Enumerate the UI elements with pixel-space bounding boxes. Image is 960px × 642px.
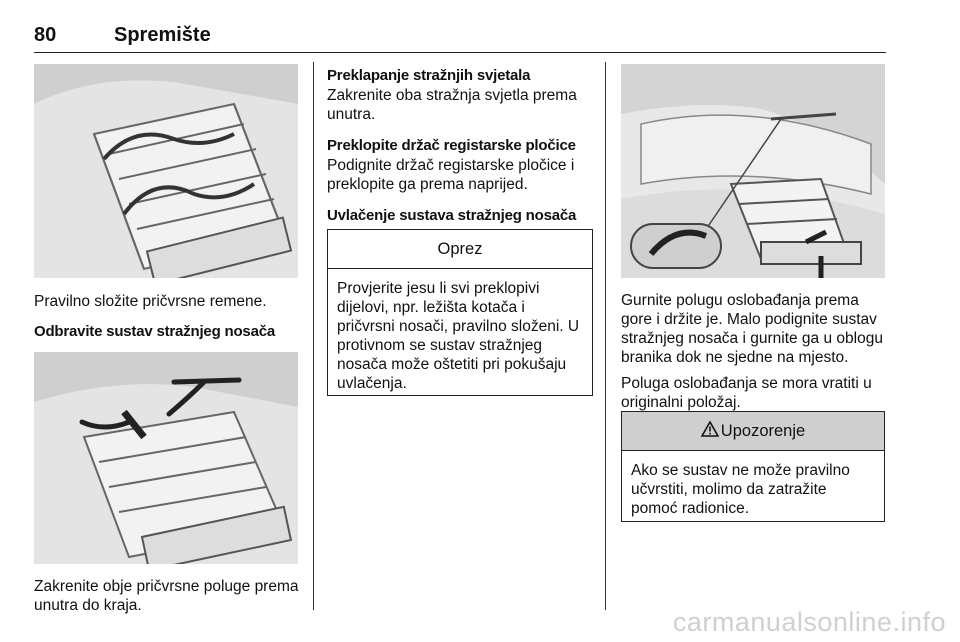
page-number: 80 [34, 24, 57, 46]
text-plate-holder: Podignite držač registarske pločice i preklopite ga prema naprijed. [327, 157, 575, 193]
caution-box [327, 229, 593, 396]
text-fold-lights: Zakrenite oba stražnja svjetla prema unutra. [327, 87, 577, 123]
page-header [34, 22, 886, 53]
warning-box [621, 411, 885, 522]
warning-title: Upozorenje [720, 422, 806, 440]
caption-levers: Zakrenite obje pričvrsne poluge prema unutra do kraja. [34, 578, 299, 614]
column-divider [313, 62, 314, 610]
text-push-lever: Gurnite polugu oslobađanja prema gore i držite je. Malo podignite sustav stražnjeg nosača i gurnite ga u oblogu branika dok ne sjedne na mjesto. [621, 292, 883, 366]
caution-title: Oprez [328, 230, 592, 269]
caution-text: Provjerite jesu li svi preklopivi dijelovi, npr. ležišta kotača i pričvrsni nosači, pravilno složeni. U protivnom se sustav stražnjeg nosača može oštetiti pri pokušaju uvlačenja. [337, 280, 580, 392]
warning-triangle-icon [701, 413, 719, 451]
column-divider [605, 62, 606, 610]
heading-retract-carrier: Uvlačenje sustava stražnjeg nosača [327, 207, 577, 224]
heading-unlock-carrier: Odbravite sustav stražnjeg nosača [34, 323, 275, 340]
warning-text: Ako se sustav ne može pravilno učvrstiti, molimo da zatražite pomoć radionice. [631, 462, 850, 517]
page-title: Spremište [114, 24, 211, 46]
warning-header [622, 412, 884, 451]
carrier-levers-illustration [34, 352, 298, 564]
release-lever-illustration [621, 64, 885, 278]
caption-straps: Pravilno složite pričvrsne remene. [34, 293, 267, 310]
watermark: carmanualsonline.info [672, 607, 946, 637]
text-lever-return: Poluga oslobađanja se mora vratiti u originalni položaj. [621, 375, 872, 411]
carrier-straps-illustration [34, 64, 298, 278]
heading-fold-lights: Preklapanje stražnjih svjetala [327, 67, 531, 84]
heading-plate-holder: Preklopite držač registarske pločice [327, 137, 576, 154]
